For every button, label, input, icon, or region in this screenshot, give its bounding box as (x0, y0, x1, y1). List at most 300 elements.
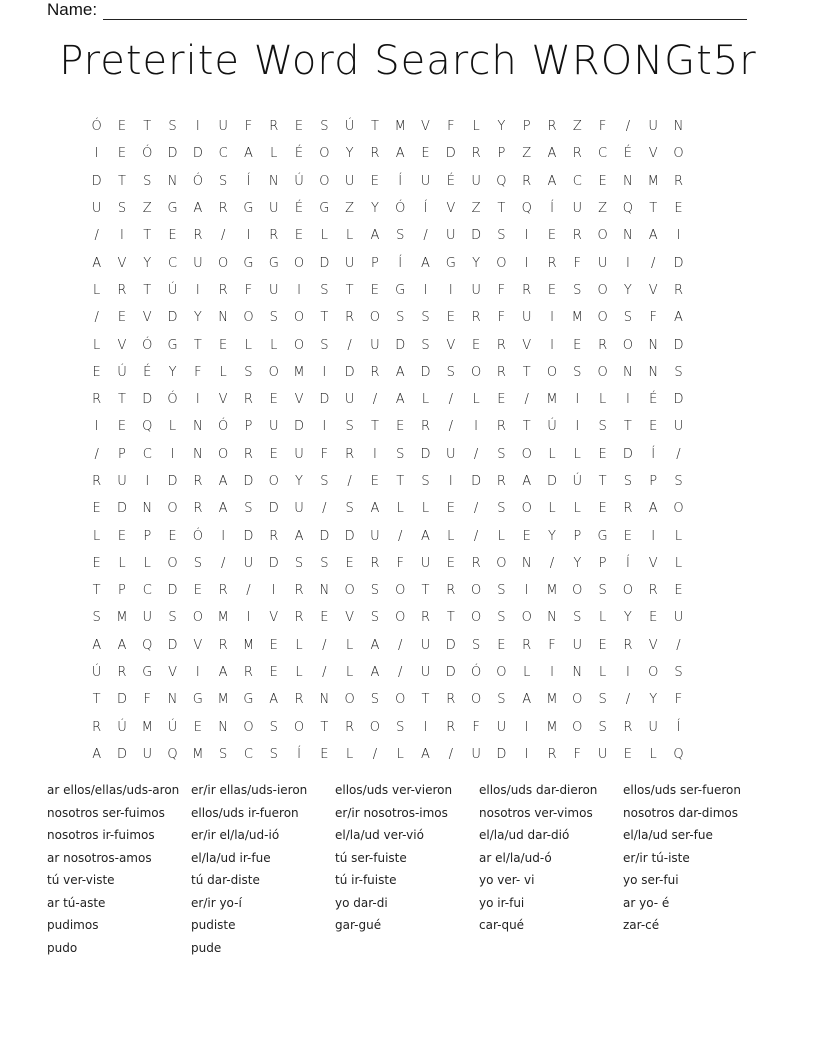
grid-letter[interactable]: T (623, 419, 632, 435)
grid-letter[interactable]: S (573, 364, 582, 380)
grid-letter[interactable]: L (472, 392, 480, 408)
grid-letter[interactable]: S (269, 746, 278, 762)
grid-letter[interactable]: Y (295, 474, 303, 489)
grid-letter[interactable]: A (294, 528, 304, 544)
grid-letter[interactable]: A (547, 146, 557, 162)
grid-letter[interactable]: O (496, 255, 507, 271)
grid-letter[interactable]: E (269, 392, 278, 408)
grid-letter[interactable]: / (448, 419, 453, 435)
grid-letter[interactable]: / (524, 392, 529, 408)
grid-letter[interactable]: R (496, 364, 506, 380)
grid-letter[interactable]: R (572, 228, 582, 244)
grid-letter[interactable]: O (293, 310, 305, 326)
grid-letter[interactable]: I (575, 419, 580, 435)
grid-letter[interactable]: M (217, 692, 229, 708)
grid-letter[interactable]: E (168, 528, 177, 544)
grid-letter[interactable]: E (117, 310, 127, 326)
grid-letter[interactable]: Y (472, 255, 481, 271)
grid-letter[interactable]: I (550, 665, 554, 681)
grid-letter[interactable]: T (92, 583, 101, 599)
grid-letter[interactable]: Z (598, 201, 608, 217)
grid-letter[interactable]: U (572, 201, 583, 217)
grid-letter[interactable]: L (345, 746, 354, 762)
grid-letter[interactable]: E (269, 446, 278, 462)
grid-letter[interactable]: I (322, 419, 327, 435)
grid-letter[interactable]: T (193, 337, 202, 353)
grid-letter[interactable]: L (219, 364, 227, 380)
grid-letter[interactable]: U (673, 419, 684, 435)
grid-letter[interactable]: D (420, 364, 431, 380)
grid-letter[interactable]: L (93, 282, 101, 298)
grid-letter[interactable]: R (218, 583, 228, 599)
grid-letter[interactable]: F (396, 555, 404, 571)
grid-letter[interactable]: S (320, 555, 329, 571)
grid-letter[interactable]: Z (572, 119, 582, 135)
grid-letter[interactable]: Q (167, 746, 178, 762)
grid-letter[interactable]: Ú (344, 119, 355, 135)
grid-letter[interactable]: V (193, 637, 203, 653)
grid-letter[interactable]: S (497, 692, 506, 708)
grid-letter[interactable]: I (524, 255, 529, 271)
grid-letter[interactable]: / (322, 501, 327, 517)
grid-letter[interactable]: R (117, 665, 127, 681)
grid-letter[interactable]: S (674, 665, 683, 681)
grid-letter[interactable]: P (598, 555, 607, 571)
grid-letter[interactable]: F (244, 119, 253, 135)
grid-letter[interactable]: Ú (294, 173, 304, 189)
grid-letter[interactable]: R (269, 228, 279, 244)
grid-letter[interactable]: A (648, 501, 658, 517)
grid-letter[interactable]: L (270, 337, 278, 353)
grid-letter[interactable]: G (319, 201, 330, 217)
grid-letter[interactable]: F (598, 119, 607, 135)
grid-letter[interactable]: I (145, 474, 150, 489)
grid-letter[interactable]: V (446, 201, 456, 217)
grid-letter[interactable]: M (141, 719, 153, 735)
grid-letter[interactable]: Y (193, 310, 202, 326)
grid-letter[interactable]: U (496, 719, 507, 735)
grid-letter[interactable]: S (598, 719, 607, 735)
grid-letter[interactable]: N (319, 692, 330, 708)
grid-letter[interactable]: / (372, 746, 378, 762)
grid-letter[interactable]: E (497, 637, 506, 653)
grid-letter[interactable]: / (220, 555, 226, 571)
grid-letter[interactable]: F (143, 692, 151, 708)
grid-letter[interactable]: G (395, 282, 406, 298)
grid-letter[interactable]: E (320, 746, 329, 762)
grid-letter[interactable]: O (243, 719, 254, 735)
grid-letter[interactable]: I (322, 364, 327, 380)
grid-letter[interactable]: V (421, 119, 430, 135)
grid-letter[interactable]: O (268, 364, 279, 380)
grid-letter[interactable]: S (168, 119, 177, 135)
grid-letter[interactable]: E (598, 173, 607, 189)
grid-letter[interactable]: S (269, 719, 278, 735)
grid-letter[interactable]: O (470, 583, 482, 599)
grid-letter[interactable]: O (470, 364, 482, 380)
grid-letter[interactable]: N (623, 228, 633, 244)
grid-letter[interactable]: / (473, 446, 479, 462)
grid-letter[interactable]: R (243, 446, 253, 462)
grid-letter[interactable]: S (573, 282, 582, 298)
grid-letter[interactable]: U (648, 719, 658, 735)
grid-letter[interactable]: I (550, 337, 554, 353)
grid-letter[interactable]: N (167, 173, 178, 189)
grid-letter[interactable]: / (473, 501, 479, 517)
grid-letter[interactable]: D (471, 474, 482, 489)
grid-letter[interactable]: S (598, 583, 607, 599)
grid-letter[interactable]: O (572, 719, 583, 735)
grid-letter[interactable]: I (372, 446, 377, 462)
grid-letter[interactable]: I (625, 255, 630, 271)
grid-letter[interactable]: U (294, 501, 304, 517)
grid-letter[interactable]: O (293, 719, 305, 735)
grid-letter[interactable]: / (246, 583, 251, 599)
grid-letter[interactable]: Í (398, 255, 403, 271)
grid-letter[interactable]: G (192, 692, 203, 708)
grid-letter[interactable]: U (193, 255, 203, 271)
grid-letter[interactable]: E (649, 419, 658, 435)
grid-letter[interactable]: U (446, 228, 456, 244)
grid-letter[interactable]: Ó (167, 392, 178, 408)
grid-letter[interactable]: U (446, 446, 456, 462)
grid-letter[interactable]: I (246, 610, 251, 626)
grid-letter[interactable]: / (398, 637, 403, 653)
grid-letter[interactable]: U (572, 637, 583, 653)
grid-letter[interactable]: A (218, 665, 228, 681)
grid-letter[interactable]: L (93, 528, 101, 544)
grid-letter[interactable]: G (243, 201, 254, 217)
grid-letter[interactable]: V (522, 337, 532, 353)
grid-letter[interactable]: N (218, 310, 228, 326)
grid-letter[interactable]: O (521, 610, 532, 626)
grid-letter[interactable]: I (94, 146, 99, 162)
grid-letter[interactable]: Ú (91, 665, 102, 681)
grid-letter[interactable]: E (446, 555, 455, 571)
grid-letter[interactable]: / (473, 528, 479, 544)
grid-letter[interactable]: T (320, 719, 329, 735)
grid-letter[interactable]: / (322, 665, 327, 681)
grid-letter[interactable]: N (319, 583, 330, 599)
grid-letter[interactable]: O (521, 501, 532, 517)
grid-letter[interactable]: S (320, 119, 329, 135)
grid-letter[interactable]: U (142, 746, 152, 762)
grid-letter[interactable]: / (448, 392, 453, 408)
grid-letter[interactable]: U (268, 201, 279, 217)
grid-letter[interactable]: A (269, 692, 279, 708)
grid-letter[interactable]: R (294, 583, 304, 599)
grid-letter[interactable]: M (647, 173, 659, 189)
grid-letter[interactable]: O (395, 692, 406, 708)
grid-letter[interactable]: E (446, 310, 455, 326)
grid-letter[interactable]: / (676, 637, 681, 653)
grid-letter[interactable]: Í (423, 201, 428, 217)
grid-letter[interactable]: M (546, 719, 558, 735)
grid-letter[interactable]: R (446, 583, 456, 599)
grid-letter[interactable]: A (522, 474, 532, 489)
grid-letter[interactable]: F (320, 446, 329, 462)
grid-letter[interactable]: F (573, 746, 582, 762)
grid-letter[interactable]: E (573, 337, 582, 353)
grid-letter[interactable]: D (673, 337, 684, 353)
grid-letter[interactable]: U (471, 282, 481, 298)
grid-letter[interactable]: Ó (192, 528, 203, 544)
grid-letter[interactable]: A (92, 637, 102, 653)
grid-letter[interactable]: D (167, 637, 178, 653)
grid-letter[interactable]: E (345, 555, 354, 571)
grid-letter[interactable]: R (496, 474, 506, 489)
grid-letter[interactable]: U (344, 255, 355, 271)
grid-letter[interactable]: R (92, 474, 102, 489)
grid-letter[interactable]: E (446, 501, 455, 517)
grid-letter[interactable]: A (370, 501, 380, 517)
grid-letter[interactable]: D (445, 146, 456, 162)
grid-letter[interactable]: O (521, 446, 532, 462)
grid-letter[interactable]: Ú (117, 719, 127, 735)
grid-letter[interactable]: S (396, 228, 405, 244)
grid-letter[interactable]: E (649, 610, 658, 626)
grid-letter[interactable]: S (320, 337, 329, 353)
grid-letter[interactable]: N (572, 665, 583, 681)
grid-letter[interactable]: G (268, 255, 279, 271)
grid-letter[interactable]: / (625, 119, 631, 135)
grid-letter[interactable]: / (398, 528, 403, 544)
grid-letter[interactable]: F (674, 692, 683, 708)
grid-letter[interactable]: / (372, 392, 378, 408)
grid-letter[interactable]: E (294, 119, 304, 135)
grid-letter[interactable]: L (421, 501, 430, 517)
grid-letter[interactable]: F (497, 310, 506, 326)
grid-letter[interactable]: S (193, 555, 202, 571)
grid-letter[interactable]: O (218, 446, 229, 462)
grid-letter[interactable]: G (167, 201, 178, 217)
grid-letter[interactable]: P (649, 474, 658, 489)
grid-letter[interactable]: M (546, 583, 558, 599)
grid-letter[interactable]: F (497, 282, 506, 298)
grid-letter[interactable]: P (143, 528, 152, 544)
grid-letter[interactable]: O (470, 610, 482, 626)
grid-letter[interactable]: D (420, 446, 431, 462)
grid-letter[interactable]: E (117, 119, 127, 135)
grid-letter[interactable]: R (547, 255, 557, 271)
grid-letter[interactable]: R (92, 392, 102, 408)
grid-letter[interactable]: E (471, 337, 481, 353)
grid-letter[interactable]: S (446, 364, 455, 380)
grid-letter[interactable]: S (623, 310, 633, 326)
grid-letter[interactable]: L (396, 746, 404, 762)
grid-letter[interactable]: F (447, 119, 455, 135)
grid-letter[interactable]: R (496, 419, 506, 435)
grid-letter[interactable]: Ó (142, 337, 153, 353)
grid-letter[interactable]: D (471, 228, 482, 244)
grid-letter[interactable]: É (143, 364, 152, 380)
grid-letter[interactable]: N (167, 692, 178, 708)
grid-letter[interactable]: U (142, 610, 152, 626)
grid-letter[interactable]: Y (370, 201, 379, 217)
grid-letter[interactable]: C (218, 146, 228, 162)
grid-letter[interactable]: S (598, 419, 607, 435)
grid-letter[interactable]: Q (521, 201, 532, 217)
grid-letter[interactable]: / (347, 337, 352, 353)
grid-letter[interactable]: U (673, 610, 684, 626)
grid-letter[interactable]: R (243, 392, 253, 408)
grid-letter[interactable]: I (575, 392, 580, 408)
grid-letter[interactable]: R (547, 746, 557, 762)
grid-letter[interactable]: O (192, 610, 203, 626)
grid-letter[interactable]: A (648, 228, 658, 244)
grid-letter[interactable]: R (420, 610, 431, 626)
grid-letter[interactable]: Ú (117, 364, 127, 380)
grid-letter[interactable]: L (295, 637, 303, 653)
grid-letter[interactable]: S (370, 583, 380, 599)
grid-letter[interactable]: / (94, 446, 99, 462)
grid-letter[interactable]: Y (573, 555, 582, 571)
grid-letter[interactable]: T (396, 474, 405, 489)
grid-letter[interactable]: Í (398, 173, 403, 189)
grid-letter[interactable]: C (142, 446, 152, 462)
grid-letter[interactable]: E (674, 201, 683, 217)
grid-letter[interactable]: O (369, 719, 381, 735)
grid-letter[interactable]: R (345, 310, 355, 326)
grid-letter[interactable]: Y (623, 610, 632, 626)
grid-letter[interactable]: T (143, 119, 152, 135)
grid-letter[interactable]: T (320, 310, 329, 326)
grid-letter[interactable]: D (673, 255, 684, 271)
grid-letter[interactable]: A (243, 146, 253, 162)
grid-letter[interactable]: I (423, 719, 428, 735)
grid-letter[interactable]: Q (673, 746, 684, 762)
grid-letter[interactable]: P (118, 583, 126, 599)
grid-letter[interactable]: E (92, 501, 101, 517)
grid-letter[interactable]: Y (623, 282, 632, 298)
grid-letter[interactable]: L (345, 228, 354, 244)
grid-letter[interactable]: I (448, 474, 453, 489)
grid-letter[interactable]: S (117, 201, 127, 217)
grid-letter[interactable]: E (269, 637, 278, 653)
grid-letter[interactable]: R (117, 282, 127, 298)
grid-letter[interactable]: S (143, 173, 152, 189)
grid-letter[interactable]: L (447, 528, 455, 544)
grid-letter[interactable]: E (421, 146, 430, 162)
grid-letter[interactable]: O (319, 146, 330, 162)
grid-letter[interactable]: I (120, 228, 124, 244)
grid-letter[interactable]: O (344, 692, 355, 708)
grid-letter[interactable]: D (167, 310, 178, 326)
grid-letter[interactable]: T (522, 364, 531, 380)
grid-letter[interactable]: S (497, 446, 506, 462)
grid-letter[interactable]: R (345, 719, 355, 735)
grid-letter[interactable]: T (92, 692, 101, 708)
grid-letter[interactable]: L (523, 665, 531, 681)
grid-letter[interactable]: C (243, 746, 253, 762)
grid-letter[interactable]: É (649, 392, 658, 408)
grid-letter[interactable]: G (597, 528, 608, 544)
grid-letter[interactable]: E (193, 583, 202, 599)
grid-letter[interactable]: R (471, 555, 481, 571)
grid-letter[interactable]: R (193, 474, 203, 489)
grid-letter[interactable]: T (117, 173, 126, 189)
grid-letter[interactable]: T (370, 419, 379, 435)
grid-letter[interactable]: Ó (142, 146, 153, 162)
grid-letter[interactable]: I (524, 746, 529, 762)
grid-letter[interactable]: N (648, 364, 659, 380)
grid-letter[interactable]: F (548, 637, 556, 653)
grid-letter[interactable]: S (421, 474, 430, 489)
grid-letter[interactable]: L (674, 528, 683, 544)
grid-letter[interactable]: A (117, 637, 127, 653)
grid-letter[interactable]: R (673, 282, 683, 298)
grid-letter[interactable]: D (91, 173, 102, 189)
grid-letter[interactable]: / (322, 637, 327, 653)
grid-letter[interactable]: A (421, 255, 430, 271)
grid-letter[interactable]: A (218, 501, 228, 517)
grid-letter[interactable]: E (294, 228, 304, 244)
grid-letter[interactable]: / (94, 228, 99, 244)
grid-letter[interactable]: T (446, 610, 455, 626)
grid-letter[interactable]: O (496, 665, 507, 681)
grid-letter[interactable]: R (446, 719, 456, 735)
grid-letter[interactable]: L (345, 637, 354, 653)
grid-letter[interactable]: A (92, 255, 102, 271)
grid-letter[interactable]: A (370, 228, 380, 244)
grid-letter[interactable]: N (648, 337, 659, 353)
grid-letter[interactable]: I (550, 310, 554, 326)
grid-letter[interactable]: C (168, 255, 178, 271)
grid-letter[interactable]: Z (471, 201, 481, 217)
grid-letter[interactable]: / (549, 555, 555, 571)
grid-letter[interactable]: P (370, 255, 379, 271)
grid-letter[interactable]: M (293, 364, 305, 380)
grid-letter[interactable]: Ó (192, 173, 203, 189)
grid-letter[interactable]: R (623, 719, 633, 735)
grid-letter[interactable]: L (548, 446, 556, 462)
grid-letter[interactable]: R (572, 146, 582, 162)
grid-letter[interactable]: D (142, 392, 153, 408)
grid-letter[interactable]: G (445, 255, 456, 271)
grid-letter[interactable]: D (319, 392, 330, 408)
grid-letter[interactable]: T (497, 201, 506, 217)
grid-letter[interactable]: C (142, 583, 152, 599)
grid-letter[interactable]: S (396, 719, 405, 735)
grid-letter[interactable]: I (524, 228, 529, 244)
grid-letter[interactable]: Y (168, 364, 177, 380)
grid-letter[interactable]: R (598, 337, 608, 353)
grid-letter[interactable]: I (625, 392, 630, 408)
grid-letter[interactable]: M (546, 392, 558, 408)
grid-letter[interactable]: U (420, 173, 431, 189)
grid-letter[interactable]: I (423, 282, 428, 298)
grid-letter[interactable]: V (142, 310, 152, 326)
grid-letter[interactable]: M (217, 610, 229, 626)
grid-letter[interactable]: Y (548, 528, 556, 544)
grid-letter[interactable]: A (421, 528, 430, 544)
grid-letter[interactable]: D (192, 146, 203, 162)
grid-letter[interactable]: O (648, 665, 659, 681)
grid-letter[interactable]: O (369, 310, 381, 326)
grid-letter[interactable]: D (116, 501, 127, 517)
grid-letter[interactable]: L (168, 419, 177, 435)
grid-letter[interactable]: L (421, 392, 430, 408)
grid-letter[interactable]: É (294, 146, 304, 162)
grid-letter[interactable]: M (394, 119, 406, 135)
grid-letter[interactable]: E (396, 419, 405, 435)
grid-letter[interactable]: O (218, 255, 229, 271)
grid-letter[interactable]: Q (142, 637, 153, 653)
grid-letter[interactable]: I (195, 665, 200, 681)
grid-letter[interactable]: U (420, 555, 431, 571)
grid-letter[interactable]: R (370, 555, 380, 571)
grid-letter[interactable]: I (170, 446, 175, 462)
